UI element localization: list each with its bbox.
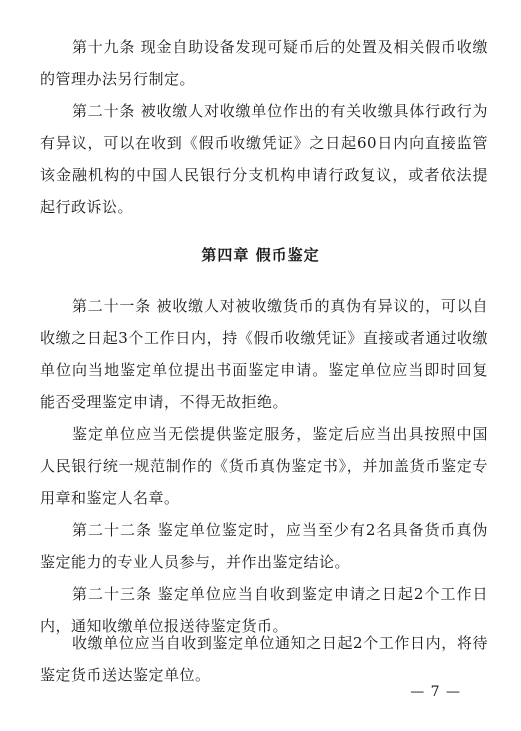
article-23-paragraph: 第二十三条 鉴定单位应当自收到鉴定申请之日起2个工作日内，通知收缴单位报送待鉴定货币。	[40, 585, 488, 635]
delivery-deadline-paragraph: 收缴单位应当自收到鉴定单位通知之日起2个工作日内，将待鉴定货币送达鉴定单位。	[40, 634, 488, 684]
article-21-paragraph: 第二十一条 被收缴人对被收缴货币的真伪有异议的，可以自收缴之日起3个工作日内，持《假币收缴凭证》直接或者通过收缴单位向当地鉴定单位提出书面鉴定申请。鉴定单位应当即时回复能否受理鉴定申请，不得无故拒绝。	[40, 297, 488, 411]
chapter-heading: 第四章 假币鉴定	[201, 246, 320, 264]
article-19-paragraph: 第十九条 现金自助设备发现可疑币后的处置及相关假币收缴的管理办法另行制定。	[40, 38, 488, 88]
article-22-paragraph: 第二十二条 鉴定单位鉴定时，应当至少有2名具备货币真伪鉴定能力的专业人员参与，并作出鉴定结论。	[40, 521, 488, 571]
page-number: — 7 —	[410, 684, 461, 700]
article-20-paragraph: 第二十条 被收缴人对收缴单位作出的有关收缴具体行政行为有异议，可以在收到《假币收缴凭证》之日起60日内向直接监管该金融机构的中国人民银行分支机构申请行政复议，或者依法提起行政诉讼。	[40, 102, 488, 216]
appraisal-service-paragraph: 鉴定单位应当无偿提供鉴定服务，鉴定后应当出具按照中国人民银行统一规范制作的《货币真伪鉴定书》，并加盖货币鉴定专用章和鉴定人名章。	[40, 425, 488, 507]
